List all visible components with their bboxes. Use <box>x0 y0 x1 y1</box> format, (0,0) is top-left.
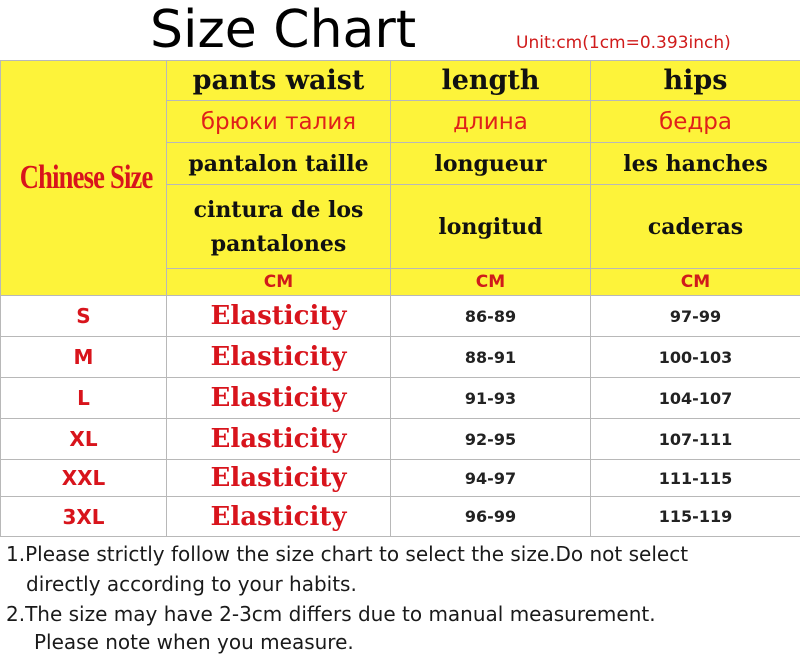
size-cell: 3XL <box>1 497 167 537</box>
header-waist-es <box>167 185 391 269</box>
header-hips-en: hips <box>591 61 800 101</box>
header-waist-es-line1: cintura de los <box>193 196 364 223</box>
length-cell: 94-97 <box>391 460 591 497</box>
length-cell: 88-91 <box>391 337 591 378</box>
header-length-es: longitud <box>391 185 591 269</box>
header-waist-unit: CM <box>167 269 391 296</box>
page-title: Size Chart <box>150 0 417 60</box>
length-cell: 91-93 <box>391 378 591 419</box>
size-cell: M <box>1 337 167 378</box>
table-row <box>1 419 800 460</box>
table-row <box>1 460 800 497</box>
note-2-line-2: Please note when you measure. <box>34 630 354 654</box>
length-cell: 96-99 <box>391 497 591 537</box>
hips-cell: 115-119 <box>591 497 800 537</box>
note-2-line-1: 2.The size may have 2-3cm differs due to manual measurement. <box>6 602 656 626</box>
header-hips-ru: бедра <box>591 101 800 143</box>
size-cell: L <box>1 378 167 419</box>
hips-cell: 100-103 <box>591 337 800 378</box>
waist-cell: Elasticity <box>167 460 391 497</box>
unit-note: Unit:cm(1cm=0.393inch) <box>516 33 731 53</box>
header-length-ru: длина <box>391 101 591 143</box>
header-hips-fr: les hanches <box>591 143 800 185</box>
notes-section <box>0 536 800 663</box>
length-cell: 92-95 <box>391 419 591 460</box>
waist-cell: Elasticity <box>167 497 391 537</box>
waist-cell: Elasticity <box>167 337 391 378</box>
chinese-size-cell <box>1 61 167 296</box>
header-waist-en: pants waist <box>167 61 391 101</box>
size-chart-table <box>0 60 800 537</box>
waist-cell: Elasticity <box>167 296 391 337</box>
table-row <box>1 497 800 537</box>
hips-cell: 104-107 <box>591 378 800 419</box>
header-waist-es-line2: pantalones <box>210 230 347 257</box>
hips-cell: 111-115 <box>591 460 800 497</box>
hips-cell: 97-99 <box>591 296 800 337</box>
table-row <box>1 378 800 419</box>
size-cell: S <box>1 296 167 337</box>
header-length-fr: longueur <box>391 143 591 185</box>
header-hips-unit: CM <box>591 269 800 296</box>
size-cell: XXL <box>1 460 167 497</box>
table-row <box>1 337 800 378</box>
header-waist-fr: pantalon taille <box>167 143 391 185</box>
chinese-size-label: Chinese Size <box>19 159 153 196</box>
length-cell: 86-89 <box>391 296 591 337</box>
hips-cell: 107-111 <box>591 419 800 460</box>
header-row-english <box>1 61 800 101</box>
header-length-unit: CM <box>391 269 591 296</box>
header-waist-ru: брюки талия <box>167 101 391 143</box>
table-row <box>1 296 800 337</box>
header-length-en: length <box>391 61 591 101</box>
header-hips-es: caderas <box>591 185 800 269</box>
note-1-line-1: 1.Please strictly follow the size chart to select the size.Do not select <box>6 542 689 566</box>
note-1-line-2: directly according to your habits. <box>26 572 357 596</box>
size-cell: XL <box>1 419 167 460</box>
waist-cell: Elasticity <box>167 378 391 419</box>
waist-cell: Elasticity <box>167 419 391 460</box>
